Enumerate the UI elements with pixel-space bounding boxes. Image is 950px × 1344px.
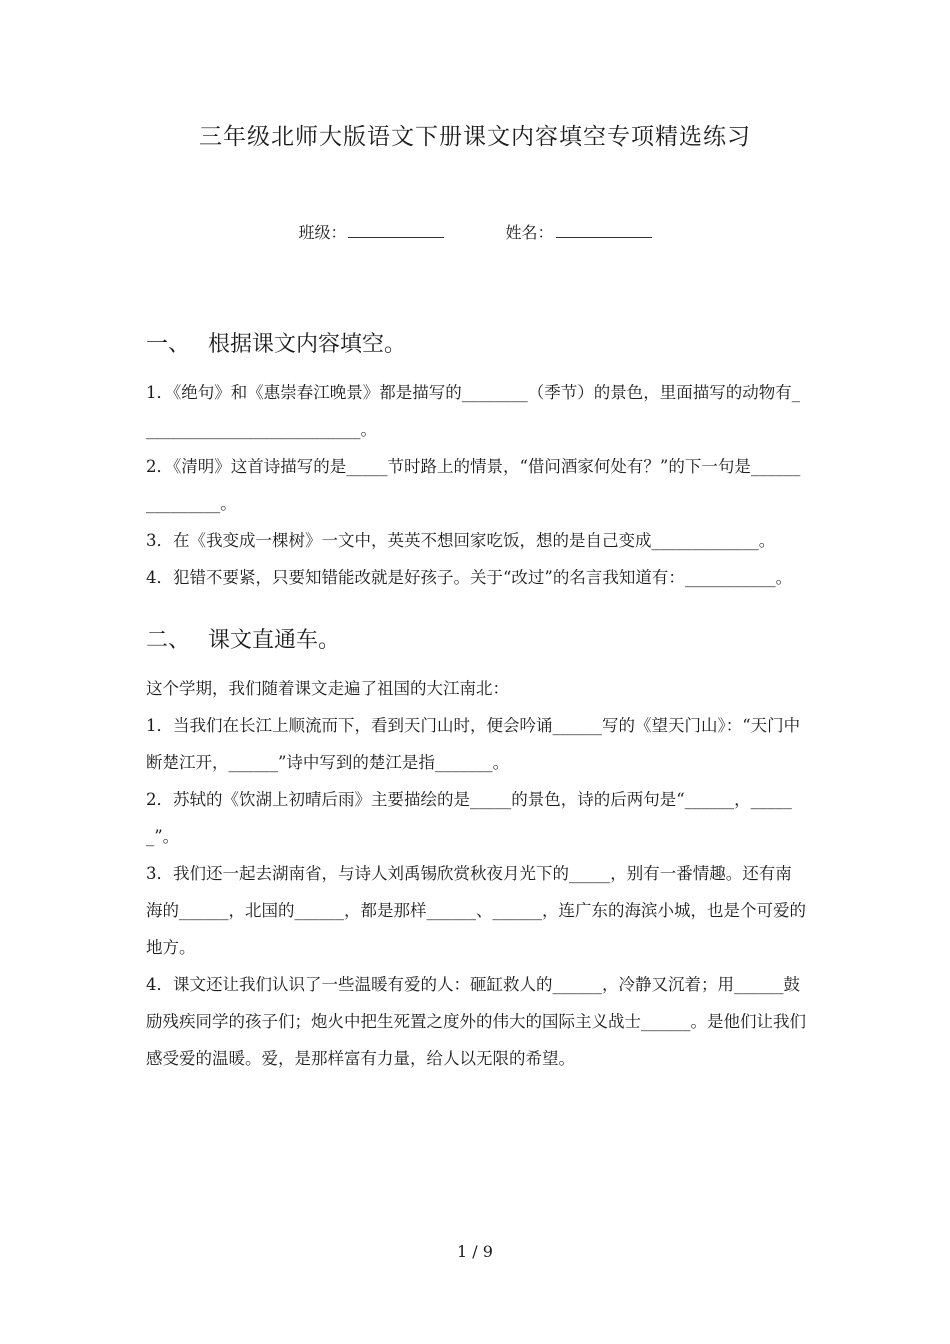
question-item: 2．苏轼的《饮湖上初晴后雨》主要描绘的是_____的景色，诗的后两句是“______，______”。 (146, 790, 792, 846)
section-2-number: 二、 (146, 628, 191, 653)
name-field (506, 220, 652, 243)
name-blank[interactable] (556, 221, 652, 238)
section-2-heading (146, 626, 808, 656)
question-item: 1．当我们在长江上顺流而下，看到天门山时，便会吟诵______写的《望天门山》：“天门中断楚江开，______”诗中写到的楚江是指_______。 (146, 716, 801, 772)
section-2-title: 课文直通车。 (208, 628, 341, 653)
question-item: 3．在《我变成一棵树》一文中，英英不想回家吃饭，想的是自己变成_____________。 (146, 531, 776, 550)
question-item: 3．我们还一起去湖南省，与诗人刘禹锡欣赏秋夜月光下的_____，别有一番情趣。还有南海的______，北国的______，都是那样______、______，连广东的海滨小城，也是个可爱的地方。 (146, 864, 806, 957)
section-1-number: 一、 (146, 332, 191, 357)
question-item: 4．课文还让我们认识了一些温暖有爱的人：砸缸救人的______，冷静又沉着；用______鼓励残疾同学的孩子们；炮火中把生死置之度外的伟大的国际主义战士______。是他们让我们感受爱的温暖。爱，是那样富有力量，给人以无限的希望。 (146, 975, 806, 1068)
name-label: 姓名： (505, 223, 554, 242)
page-indicator: 1 / 9 (457, 1242, 493, 1261)
section-1 (146, 330, 808, 596)
section-2 (146, 626, 808, 1077)
section-1-title: 根据课文内容填空。 (208, 332, 407, 357)
document-body (146, 330, 808, 1077)
section-2-intro: 这个学期，我们随着课文走遍了祖国的大江南北： (146, 679, 509, 698)
question-item: 1．《绝句》和《惠崇春江晚景》都是描写的________（季节）的景色，里面描写的动物有___________________________。 (146, 383, 800, 439)
class-field (298, 220, 444, 243)
section-1-heading (146, 330, 808, 360)
class-label: 班级： (298, 223, 347, 242)
document-title: 三年级北师大版语文下册课文内容填空专项精选练习 (199, 124, 751, 150)
question-item: 4．犯错不要紧，只要知错能改就是好孩子。关于“改过”的名言我知道有：___________。 (146, 568, 793, 587)
question-item: 2．《清明》这首诗描写的是_____节时路上的情景，“借问酒家何处有？”的下一句是_______________。 (146, 457, 801, 513)
class-blank[interactable] (348, 221, 444, 238)
student-info-line (0, 220, 950, 243)
